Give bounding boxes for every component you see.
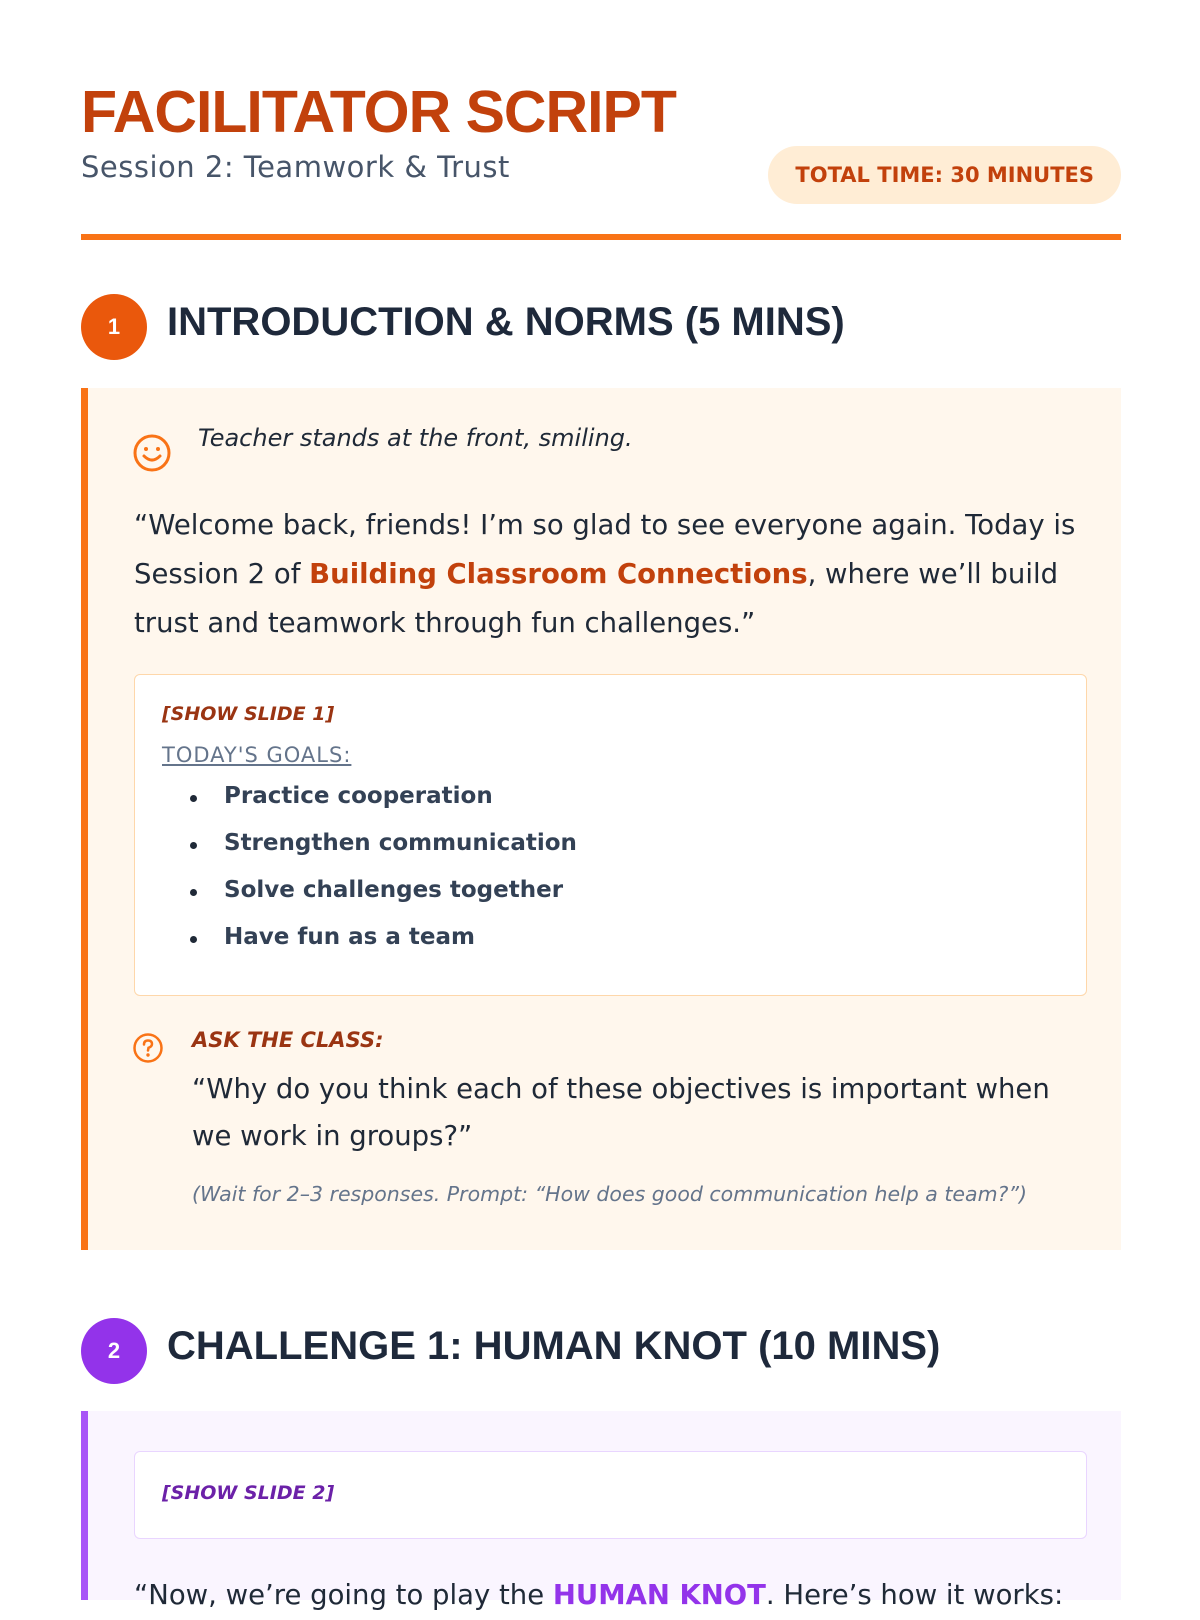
list-item: Have fun as a team — [190, 924, 577, 971]
session-subtitle: Session 2: Teamwork & Trust — [81, 150, 510, 184]
section-2-header — [81, 1318, 1121, 1386]
speech-text: “Welcome back, friends! I’m so glad to see everyone again. Today is Session 2 of — [134, 509, 1076, 590]
teacher-speech — [134, 1571, 1094, 1620]
speech-text: . Here’s how it works: — [765, 1579, 1064, 1611]
speech-text: “Now, we’re going to play the — [134, 1579, 553, 1611]
slide-cue: [SHOW SLIDE 1] — [162, 703, 335, 725]
goals-list — [190, 783, 577, 971]
question-circle-icon — [132, 1032, 164, 1064]
slide-2-box — [134, 1451, 1087, 1539]
section-1-script-card — [81, 388, 1121, 1250]
teacher-speech — [134, 501, 1094, 648]
section-number-badge: 1 — [81, 294, 147, 360]
facilitator-note: (Wait for 2–3 responses. Prompt: “How does good communication help a team?”) — [192, 1182, 1028, 1206]
discussion-question: “Why do you think each of these objectives is important when we work in groups?” — [192, 1073, 1050, 1152]
section-title: INTRODUCTION & NORMS (5 MINS) — [167, 300, 845, 344]
stage-direction — [132, 424, 633, 473]
list-item: Solve challenges together — [190, 877, 577, 924]
section-2-script-card — [81, 1411, 1121, 1611]
goals-label: TODAY'S GOALS: — [162, 743, 352, 767]
total-time-badge: TOTAL TIME: 30 MINUTES — [768, 146, 1121, 204]
page-title: FACILITATOR SCRIPT — [81, 79, 676, 145]
section-title: CHALLENGE 1: HUMAN KNOT (10 MINS) — [167, 1324, 941, 1368]
list-item: Strengthen communication — [190, 830, 577, 877]
ask-class-label: ASK THE CLASS: — [192, 1028, 384, 1052]
smiley-face-icon — [132, 433, 172, 473]
program-name-highlight: Building Classroom Connections — [309, 558, 808, 590]
stage-direction-text: Teacher stands at the front, smiling. — [198, 424, 633, 452]
slide-cue: [SHOW SLIDE 2] — [162, 1482, 335, 1504]
activity-name-highlight: HUMAN KNOT — [552, 1579, 766, 1611]
section-1-header — [81, 294, 1121, 362]
list-item: Practice cooperation — [190, 783, 577, 830]
speech-text: , where we’ll build trust and teamwork through fun challenges.” — [134, 558, 1059, 639]
header-divider — [81, 234, 1121, 240]
slide-1-box — [134, 674, 1087, 996]
section-number-badge: 2 — [81, 1318, 147, 1384]
